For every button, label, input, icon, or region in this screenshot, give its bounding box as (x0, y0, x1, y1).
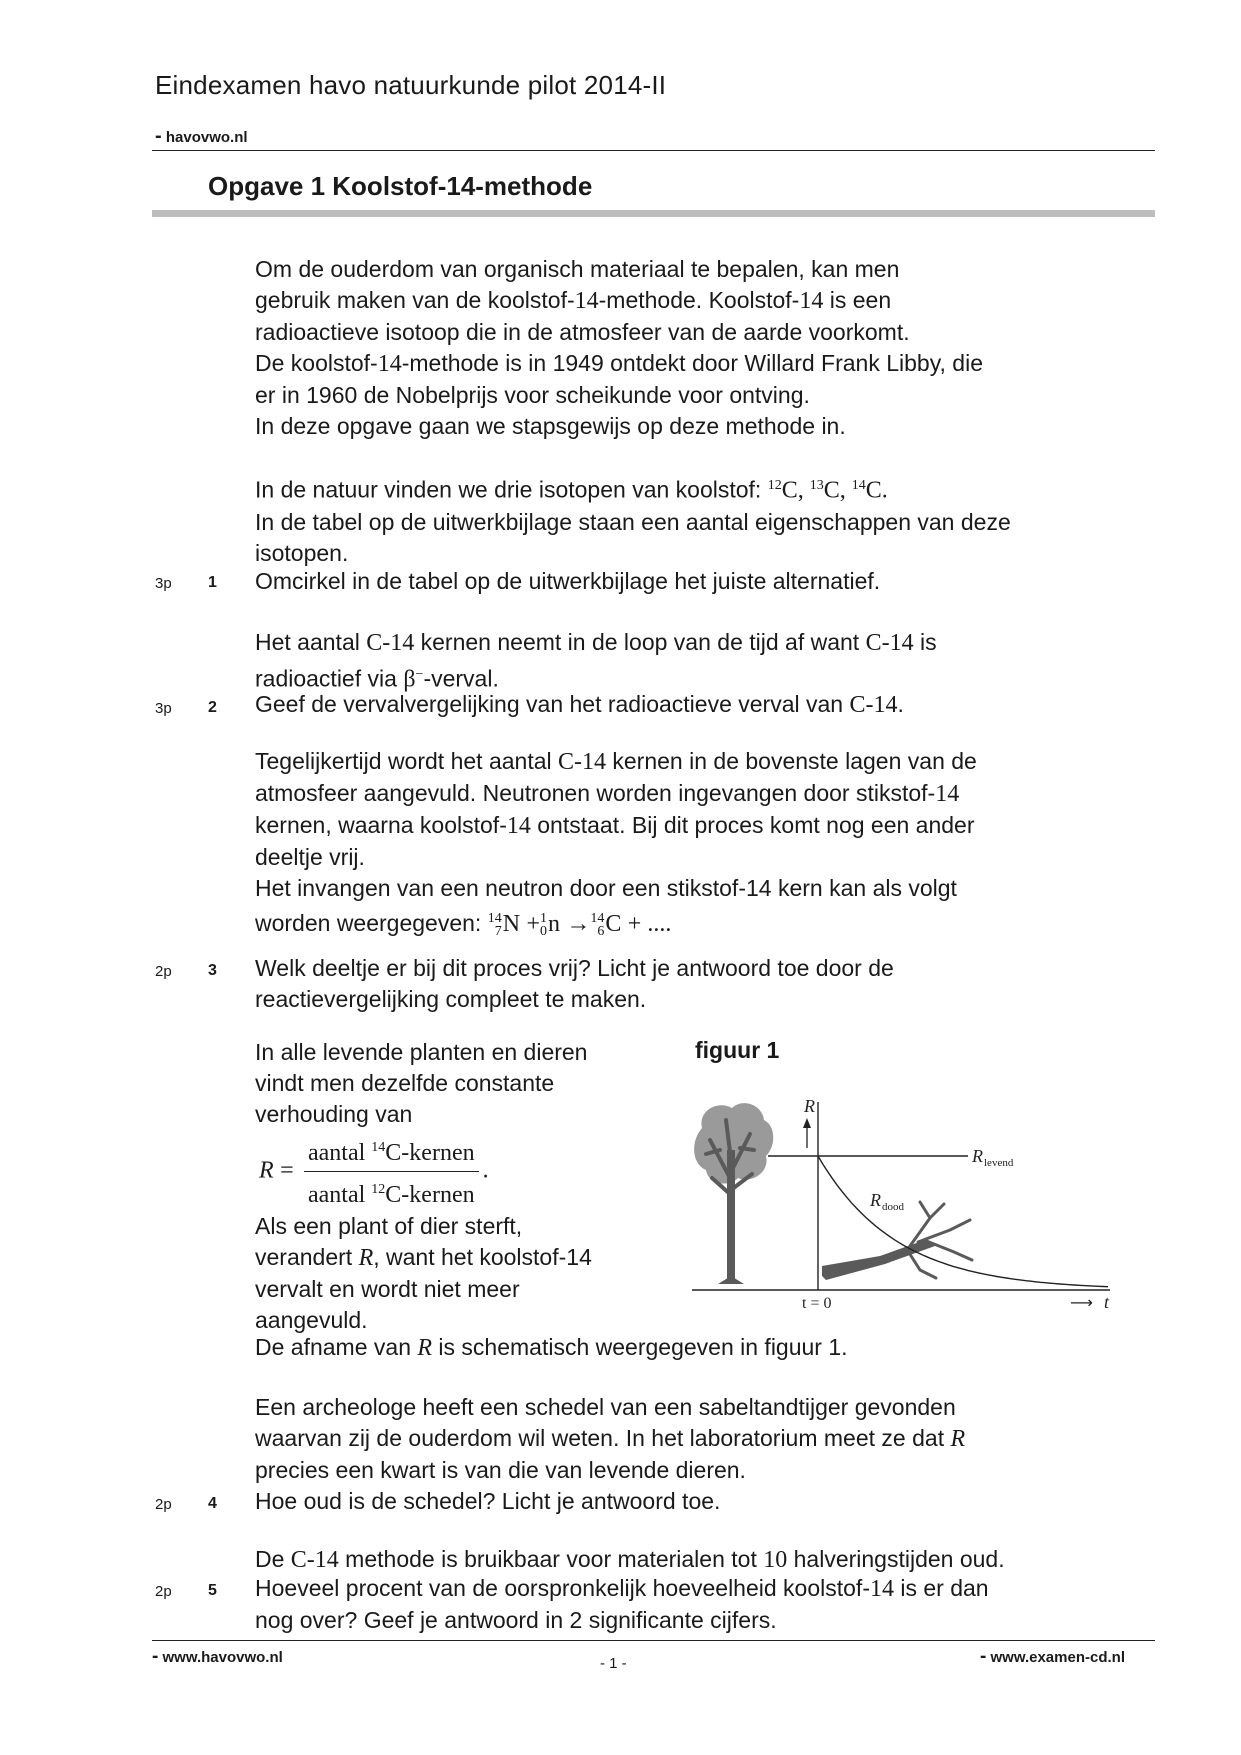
q2-points: 3p (155, 700, 172, 717)
figure-decay-diagram (680, 1090, 1130, 1320)
carbon-nuclide: 14 6 (590, 910, 605, 939)
living-tree-icon (694, 1103, 773, 1284)
decay-paragraph: Het aantal C-14 kernen neemt in de loop van de tijd af want C-14 is radioactief via β−-verval. (255, 629, 937, 693)
t-axis-arrow-icon: ⟶ (1070, 1293, 1093, 1312)
y-axis-label: R (804, 1096, 815, 1116)
q5-points: 2p (155, 1583, 172, 1600)
intro-paragraph: Om de ouderdom van organisch materiaal te bepalen, kan men gebruik maken van de koolstof-14-methode. Koolstof-14 is een radioactieve isotoop die in de atmosfeer van de aarde voorkomt. De koolstof-14-methode is in 1949 ontdekt door Willard Frank Libby, die er in 1960 de Nobelprijs voor scheikunde voor ontving. In deze opgave gaan we stapsgewijs op deze methode in. (255, 256, 983, 439)
opgave-title: Opgave 1 Koolstof-14-methode (208, 171, 593, 201)
title-divider (152, 210, 1155, 217)
q4-number: 4 (208, 1495, 217, 1512)
q3-number: 3 (208, 962, 217, 979)
q4-text: Hoe oud is de schedel? Licht je antwoord toe. (255, 1488, 721, 1514)
t-zero-label: t = 0 (802, 1295, 832, 1312)
r-dood-label: R (870, 1190, 881, 1210)
r-levend-label: R (972, 1146, 983, 1166)
q1-points: 3p (155, 575, 172, 592)
figure-reference: De afname van R is schematisch weergegeven in figuur 1. (255, 1334, 848, 1361)
q5-text: Hoeveel procent van de oorspronkelijk hoeveelheid koolstof-14 is er dan nog over? Geef je antwoord in 2 significante cijfers. (255, 1575, 989, 1633)
r-levend-subscript: levend (984, 1157, 1014, 1169)
footer-source-left: - www.havovwo.nl (152, 1646, 283, 1667)
r-dood-subscript: dood (882, 1201, 904, 1213)
q3-points: 2p (155, 963, 172, 980)
isotopes-paragraph: In de natuur vinden we drie isotopen van koolstof: $^{12}$C, $^{13}$C, $^{14}$C. In de tabel op de uitwerkbijlage staan een aantal eigenschappen van deze isotopen. (255, 476, 1011, 566)
q2-number: 2 (208, 699, 217, 716)
y-arrow-icon (803, 1118, 811, 1128)
header-divider (152, 150, 1155, 151)
q5-number: 5 (208, 1582, 217, 1599)
footer-divider (152, 1640, 1155, 1641)
limit-paragraph: De C-14 methode is bruikbaar voor materialen tot 10 halveringstijden oud. (255, 1546, 1005, 1573)
skull-paragraph: Een archeologe heeft een schedel van een sabeltandtijger gevonden waarvan zij de ouderdom wil weten. In het laboratorium meet ze dat R precies een kwart is van die van levende dieren. (255, 1394, 966, 1483)
q1-number: 1 (208, 574, 217, 591)
q3-text: Welk deeltje er bij dit proces vrij? Licht je antwoord toe door de reactievergelijking compleet te maken. (255, 955, 894, 1012)
figure-title: figuur 1 (695, 1037, 780, 1063)
q4-points: 2p (155, 1496, 172, 1513)
t-axis-label: t (1104, 1292, 1110, 1312)
footer-source-right: - www.examen-cd.nl (980, 1646, 1125, 1667)
ratio-fraction: $\frac{aantal ^{14}C-kernen}{aantal ^{12}C-kernen}$ (304, 1132, 479, 1211)
page-number: - 1 - (600, 1655, 627, 1672)
neutron-nuclide: 1 0 (540, 910, 547, 939)
ratio-paragraph: In alle levende planten en dieren vindt men dezelfde constante verhouding van R = $\frac{aantal ^{14}C-kernen}{aantal ^{12}C-kernen}$ . Als een plant of dier sterft, verandert R, want het koolstof-14 vervalt en wordt niet meer aangevuld. (255, 1039, 592, 1333)
replenish-paragraph: Tegelijkertijd wordt het aantal C-14 kernen in de bovenste lagen van de atmosfeer aangevuld. Neutronen worden ingevangen door stikstof-14 kernen, waarna koolstof-14 ontstaat. Bij dit proces komt nog een ander deeltje vrij. Het invangen van een neutron door een stikstof-14 kern kan als volgt worden weergegeven: 14 7N +1 0n →14 6C + .... (255, 748, 977, 939)
header-source: - havovwo.nl (155, 125, 248, 147)
exam-title: Eindexamen havo natuurkunde pilot 2014-II (155, 70, 667, 100)
q2-text: Geef de vervalvergelijking van het radioactieve verval van C-14. (255, 691, 904, 718)
nitrogen-nuclide: 14 7 (487, 910, 502, 939)
q1-text: Omcirkel in de tabel op de uitwerkbijlage het juiste alternatief. (255, 568, 881, 594)
